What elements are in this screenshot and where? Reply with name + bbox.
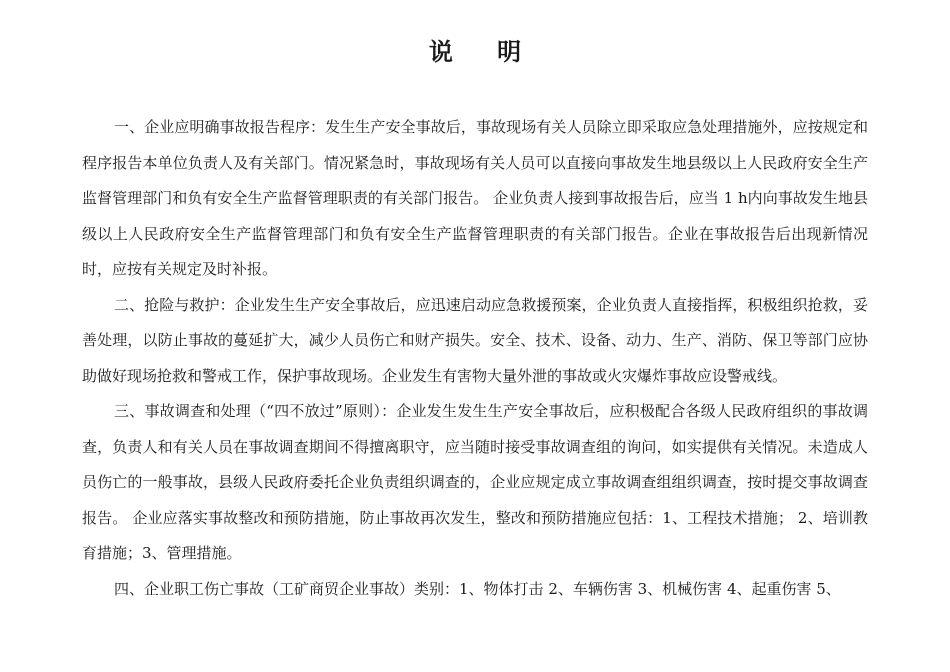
paragraph-accident-reporting: 一、企业应明确事故报告程序：发生生产安全事故后，事故现场有关人员除立即采取应急处理措施外，应按规定和程序报告本单位负责人及有关部门。情况紧急时，事故现场有关人员可以直接向事故发生地县级以上人民政府安全生产监督管理部门和负有安全生产监督管理职责的有关部门报告。 企业负责人接到事故报告后，应当 1 h内向事故发生地县级以上人民政府安全生产监督管理部门和负有安全生产监督管理职责的有关部门报告。企业在事故报告后出现新情况时，应按有关规定及时补报。 xyxy=(82,118,868,278)
paragraph-investigation: 三、事故调查和处理（“四不放过”原则）：企业发生发生生产安全事故后，应积极配合各级人民政府组织的事故调查，负责人和有关人员在事故调查期间不得擅离职守，应当随时接受事故调查组的询问，如实提供有关情况。未造成人员伤亡的一般事故，县级人民政府委托企业负责组织调查的，企业应规定成立事故调查组组织调查，按时提交事故调查报告。 企业应落实事故整改和预防措施，防止事故再次发生，整改和预防措施应包括：1、工程技术措施； 2、培训教育措施；3、管理措施。 xyxy=(82,402,868,562)
document-body xyxy=(82,110,868,607)
paragraph-accident-categories: 四、企业职工伤亡事故（工矿商贸企业事故）类别：1、物体打击 2、车辆伤害 3、机械伤害 4、起重伤害 5、 xyxy=(114,579,841,598)
document-title: 说 明 xyxy=(428,37,540,66)
paragraph-rescue: 二、抢险与救护：企业发生生产安全事故后，应迅速启动应急救援预案，企业负责人直接指挥，积极组织抢救，妥善处理，以防止事故的蔓延扩大，减少人员伤亡和财产损失。安全、技术、设备、动力、生产、消防、保卫等部门应协助做好现场抢救和警戒工作，保护事故现场。企业发生有害物大量外泄的事故或火灾爆炸事故应设警戒线。 xyxy=(82,295,868,385)
